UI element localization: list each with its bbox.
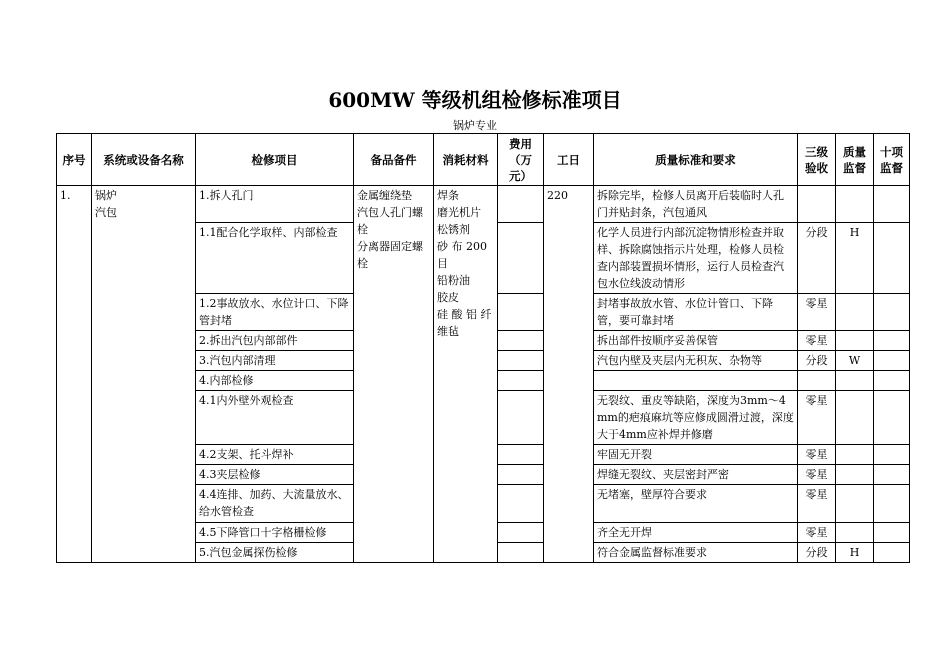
maintenance-standard-table xyxy=(56,133,910,563)
ten-cell xyxy=(874,294,910,331)
cost-cell xyxy=(498,485,544,523)
header-quality: 质量监督 xyxy=(836,134,874,186)
level3-cell: 零星 xyxy=(798,331,836,351)
header-system: 系统或设备名称 xyxy=(92,134,196,186)
ten-cell xyxy=(874,331,910,351)
ten-cell xyxy=(874,543,910,563)
level3-cell: 零星 xyxy=(798,391,836,445)
standard-cell: 符合金属监督标准要求 xyxy=(594,543,798,563)
standard-cell: 汽包内壁及夹层内无积灰、杂物等 xyxy=(594,351,798,371)
cost-cell xyxy=(498,331,544,351)
ten-cell xyxy=(874,485,910,523)
standard-cell: 化学人员进行内部沉淀物情形检查并取样、拆除腐蚀指示片处理，检修人员检查内部装置损坏情形，运行人员检查汽包水位线波动情形 xyxy=(594,223,798,294)
item-cell: 5.汽包金属探伤检修 xyxy=(196,543,354,563)
item-cell: 4.3夹层检修 xyxy=(196,465,354,485)
cost-cell xyxy=(498,371,544,391)
quality-cell xyxy=(836,445,874,465)
ten-cell xyxy=(874,391,910,445)
ten-cell xyxy=(874,523,910,543)
quality-cell xyxy=(836,186,874,223)
document-subtitle: 锅炉专业 xyxy=(453,119,497,132)
row-seq: 1. xyxy=(57,186,92,563)
header-parts: 备品备件 xyxy=(354,134,434,186)
level3-cell: 分段 xyxy=(798,223,836,294)
ten-cell xyxy=(874,445,910,465)
level3-cell: 分段 xyxy=(798,543,836,563)
item-cell: 4.1内外壁外观检查 xyxy=(196,391,354,445)
header-consumables: 消耗材料 xyxy=(434,134,498,186)
level3-cell: 分段 xyxy=(798,351,836,371)
cost-cell xyxy=(498,445,544,465)
ten-cell xyxy=(874,186,910,223)
header-seq: 序号 xyxy=(57,134,92,186)
spare-parts: 金属缠绕垫 汽包人孔门螺栓 分离器固定螺栓 xyxy=(354,186,434,563)
cost-cell xyxy=(498,465,544,485)
level3-cell xyxy=(798,371,836,391)
header-level3: 三级验收 xyxy=(798,134,836,186)
quality-cell xyxy=(836,523,874,543)
workdays: 220 xyxy=(544,186,594,563)
item-cell: 1.拆人孔门 xyxy=(196,186,354,223)
quality-cell xyxy=(836,331,874,351)
quality-cell: H xyxy=(836,223,874,294)
header-workdays: 工日 xyxy=(544,134,594,186)
standard-cell xyxy=(594,371,798,391)
ten-cell xyxy=(874,465,910,485)
quality-cell xyxy=(836,465,874,485)
item-cell: 3.汽包内部清理 xyxy=(196,351,354,371)
cost-cell xyxy=(498,391,544,445)
standard-cell: 封堵事故放水管、水位计管口、下降管，要可靠封堵 xyxy=(594,294,798,331)
cost-cell xyxy=(498,223,544,294)
item-cell: 4.内部检修 xyxy=(196,371,354,391)
cost-cell xyxy=(498,523,544,543)
ten-cell xyxy=(874,351,910,371)
header-row xyxy=(57,134,910,186)
cost-cell xyxy=(498,294,544,331)
item-cell: 1.1配合化学取样、内部检查 xyxy=(196,223,354,294)
standard-cell: 焊缝无裂纹、夹层密封严密 xyxy=(594,465,798,485)
ten-cell xyxy=(874,371,910,391)
quality-cell xyxy=(836,391,874,445)
document-title: 600MW 等级机组检修标准项目 xyxy=(328,88,622,112)
standard-cell: 拆除完毕，检修人员离开后装临时人孔门并贴封条，汽包通风 xyxy=(594,186,798,223)
system-name: 锅炉 汽包 xyxy=(92,186,196,563)
quality-cell xyxy=(836,485,874,523)
level3-cell: 零星 xyxy=(798,445,836,465)
item-cell: 4.5下降管口十字格栅检修 xyxy=(196,523,354,543)
cost-cell xyxy=(498,543,544,563)
header-standard: 质量标准和要求 xyxy=(594,134,798,186)
standard-cell: 齐全无开焊 xyxy=(594,523,798,543)
level3-cell: 零星 xyxy=(798,485,836,523)
table-body xyxy=(57,186,910,563)
level3-cell: 零星 xyxy=(798,294,836,331)
table-row xyxy=(57,186,910,223)
quality-cell xyxy=(836,371,874,391)
standard-cell: 无堵塞，壁厚符合要求 xyxy=(594,485,798,523)
standard-cell: 拆出部件按顺序妥善保管 xyxy=(594,331,798,351)
header-item: 检修项目 xyxy=(196,134,354,186)
quality-cell: W xyxy=(836,351,874,371)
header-cost: 费用（万元） xyxy=(498,134,544,186)
quality-cell: H xyxy=(836,543,874,563)
item-cell: 4.2支架、托斗焊补 xyxy=(196,445,354,465)
ten-cell xyxy=(874,223,910,294)
cost-cell xyxy=(498,351,544,371)
level3-cell: 零星 xyxy=(798,465,836,485)
item-cell: 1.2事故放水、水位计口、下降管封堵 xyxy=(196,294,354,331)
level3-cell xyxy=(798,186,836,223)
standard-cell: 无裂纹、重皮等缺陷，深度为3mm～4mm的疤痕麻坑等应修成圆滑过渡，深度大于4mm应补焊并修磨 xyxy=(594,391,798,445)
quality-cell xyxy=(836,294,874,331)
cost-cell xyxy=(498,186,544,223)
consumables: 焊条 磨光机片 松锈剂 砂 布 200 目 铅粉油 胶皮 硅 酸 铝 纤维毡 xyxy=(434,186,498,563)
item-cell: 4.4连排、加药、大流量放水、给水管检查 xyxy=(196,485,354,523)
item-cell: 2.拆出汽包内部部件 xyxy=(196,331,354,351)
standard-cell: 牢固无开裂 xyxy=(594,445,798,465)
level3-cell: 零星 xyxy=(798,523,836,543)
header-ten: 十项监督 xyxy=(874,134,910,186)
